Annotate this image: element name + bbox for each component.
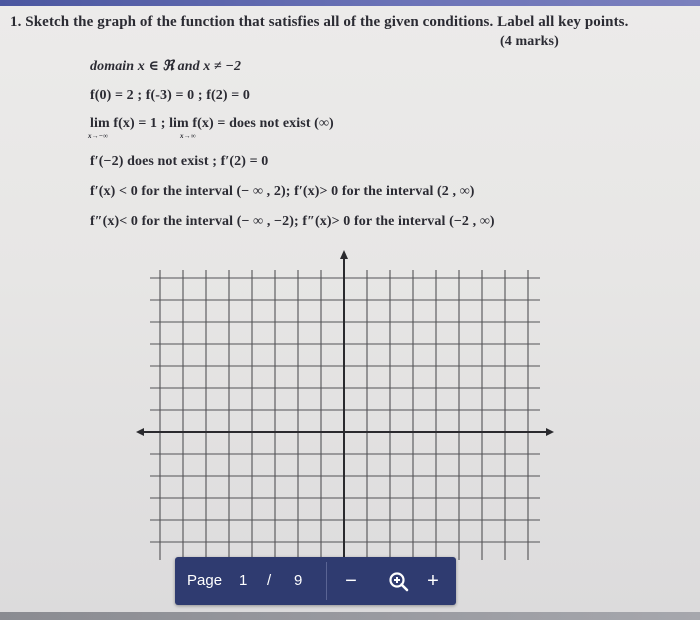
first-derivative-sign: f′(x) < 0 for the interval (− ∞ , 2); f′(x)> 0 for the interval (2 , ∞): [90, 184, 475, 199]
bottom-edge: [0, 612, 700, 620]
x-axis-arrow-right: [546, 428, 554, 436]
current-page-input[interactable]: 1: [239, 572, 248, 589]
question-title: 1. Sketch the graph of the function that satisfies all of the given conditions. Label all key points.: [10, 14, 629, 30]
total-pages: 9: [294, 572, 303, 589]
zoom-in-button[interactable]: +: [427, 570, 439, 592]
limit-subscript-pos: x→∞: [180, 132, 196, 140]
pdf-toolbar: [175, 557, 456, 605]
x-axis-arrow-left: [136, 428, 144, 436]
zoom-in-icon[interactable]: [383, 557, 415, 605]
function-values: f(0) = 2 ; f(-3) = 0 ; f(2) = 0: [90, 88, 250, 103]
derivative-conditions: f′(−2) does not exist ; f′(2) = 0: [90, 154, 269, 169]
limit-subscript-neg: x→−∞: [88, 132, 109, 140]
marks-label: (4 marks): [500, 34, 559, 49]
page-label: Page: [187, 572, 223, 589]
y-axis-arrow-up: [340, 250, 348, 259]
zoom-out-button[interactable]: −: [345, 570, 357, 592]
toolbar-divider: [326, 562, 327, 600]
second-derivative-sign: f″(x)< 0 for the interval (− ∞ , −2); f″(x)> 0 for the interval (−2 , ∞): [90, 214, 495, 229]
page-separator: /: [267, 572, 272, 589]
domain-condition: domain x ∈ ℜ and x ≠ −2: [90, 59, 242, 74]
limit-conditions: lim f(x) = 1 ; lim f(x) = does not exist (∞): [90, 116, 334, 131]
